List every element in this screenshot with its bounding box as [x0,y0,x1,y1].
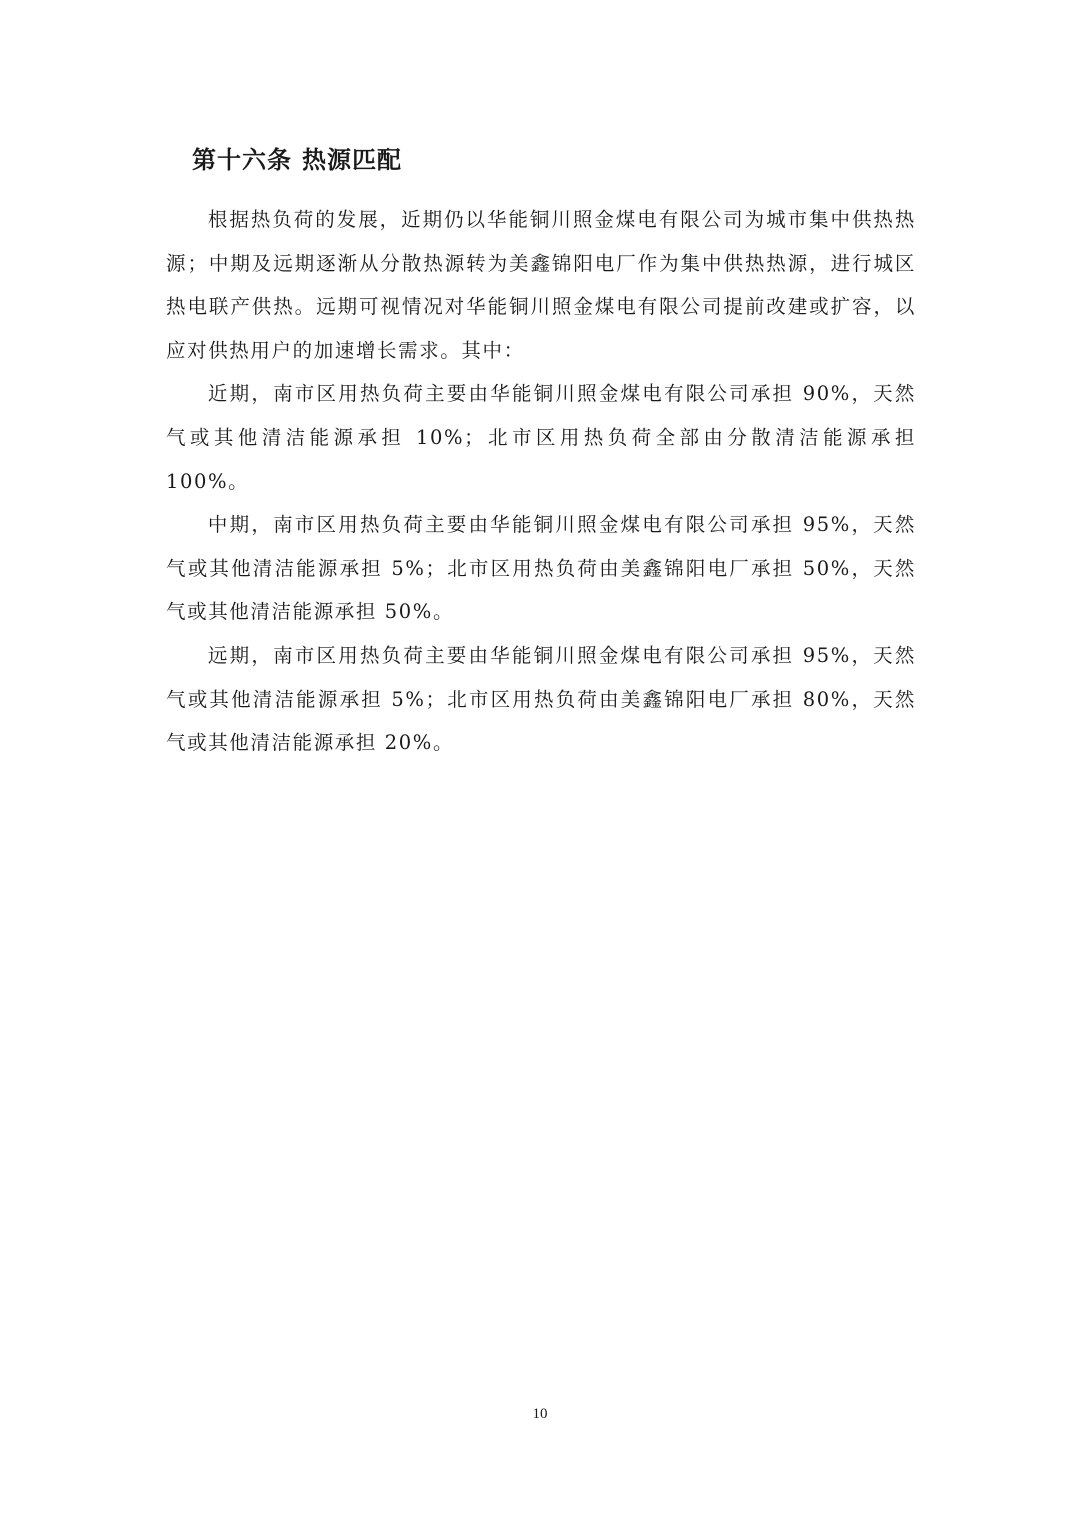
page-number: 10 [532,1406,548,1422]
article-body [166,198,916,765]
paragraph-long-term: 远期，南市区用热负荷主要由华能铜川照金煤电有限公司承担 95%，天然气或其他清洁能源承担 5%；北市区用热负荷由美鑫锦阳电厂承担 80%，天然气或其他清洁能源承担 20%。 [166,643,916,755]
paragraph-mid-term: 中期，南市区用热负荷主要由华能铜川照金煤电有限公司承担 95%，天然气或其他清洁能源承担 5%；北市区用热负荷由美鑫锦阳电厂承担 50%，天然气或其他清洁能源承担 50%。 [166,513,916,624]
article-heading [192,140,402,175]
paragraph-near-term: 近期，南市区用热负荷主要由华能铜川照金煤电有限公司承担 90%，天然气或其他清洁能源承担 10%；北市区用热负荷全部由分散清洁能源承担 100%。 [166,382,916,493]
paragraph-intro: 根据热负荷的发展，近期仍以华能铜川照金煤电有限公司为城市集中供热热源；中期及远期逐渐从分散热源转为美鑫锦阳电厂作为集中供热热源，进行城区热电联产供热。远期可视情况对华能铜川照金煤电有限公司提前改建或扩容，以应对供热用户的加速增长需求。其中： [166,208,916,362]
article-number: 第十六条 [192,146,292,174]
article-title: 热源匹配 [302,146,402,174]
